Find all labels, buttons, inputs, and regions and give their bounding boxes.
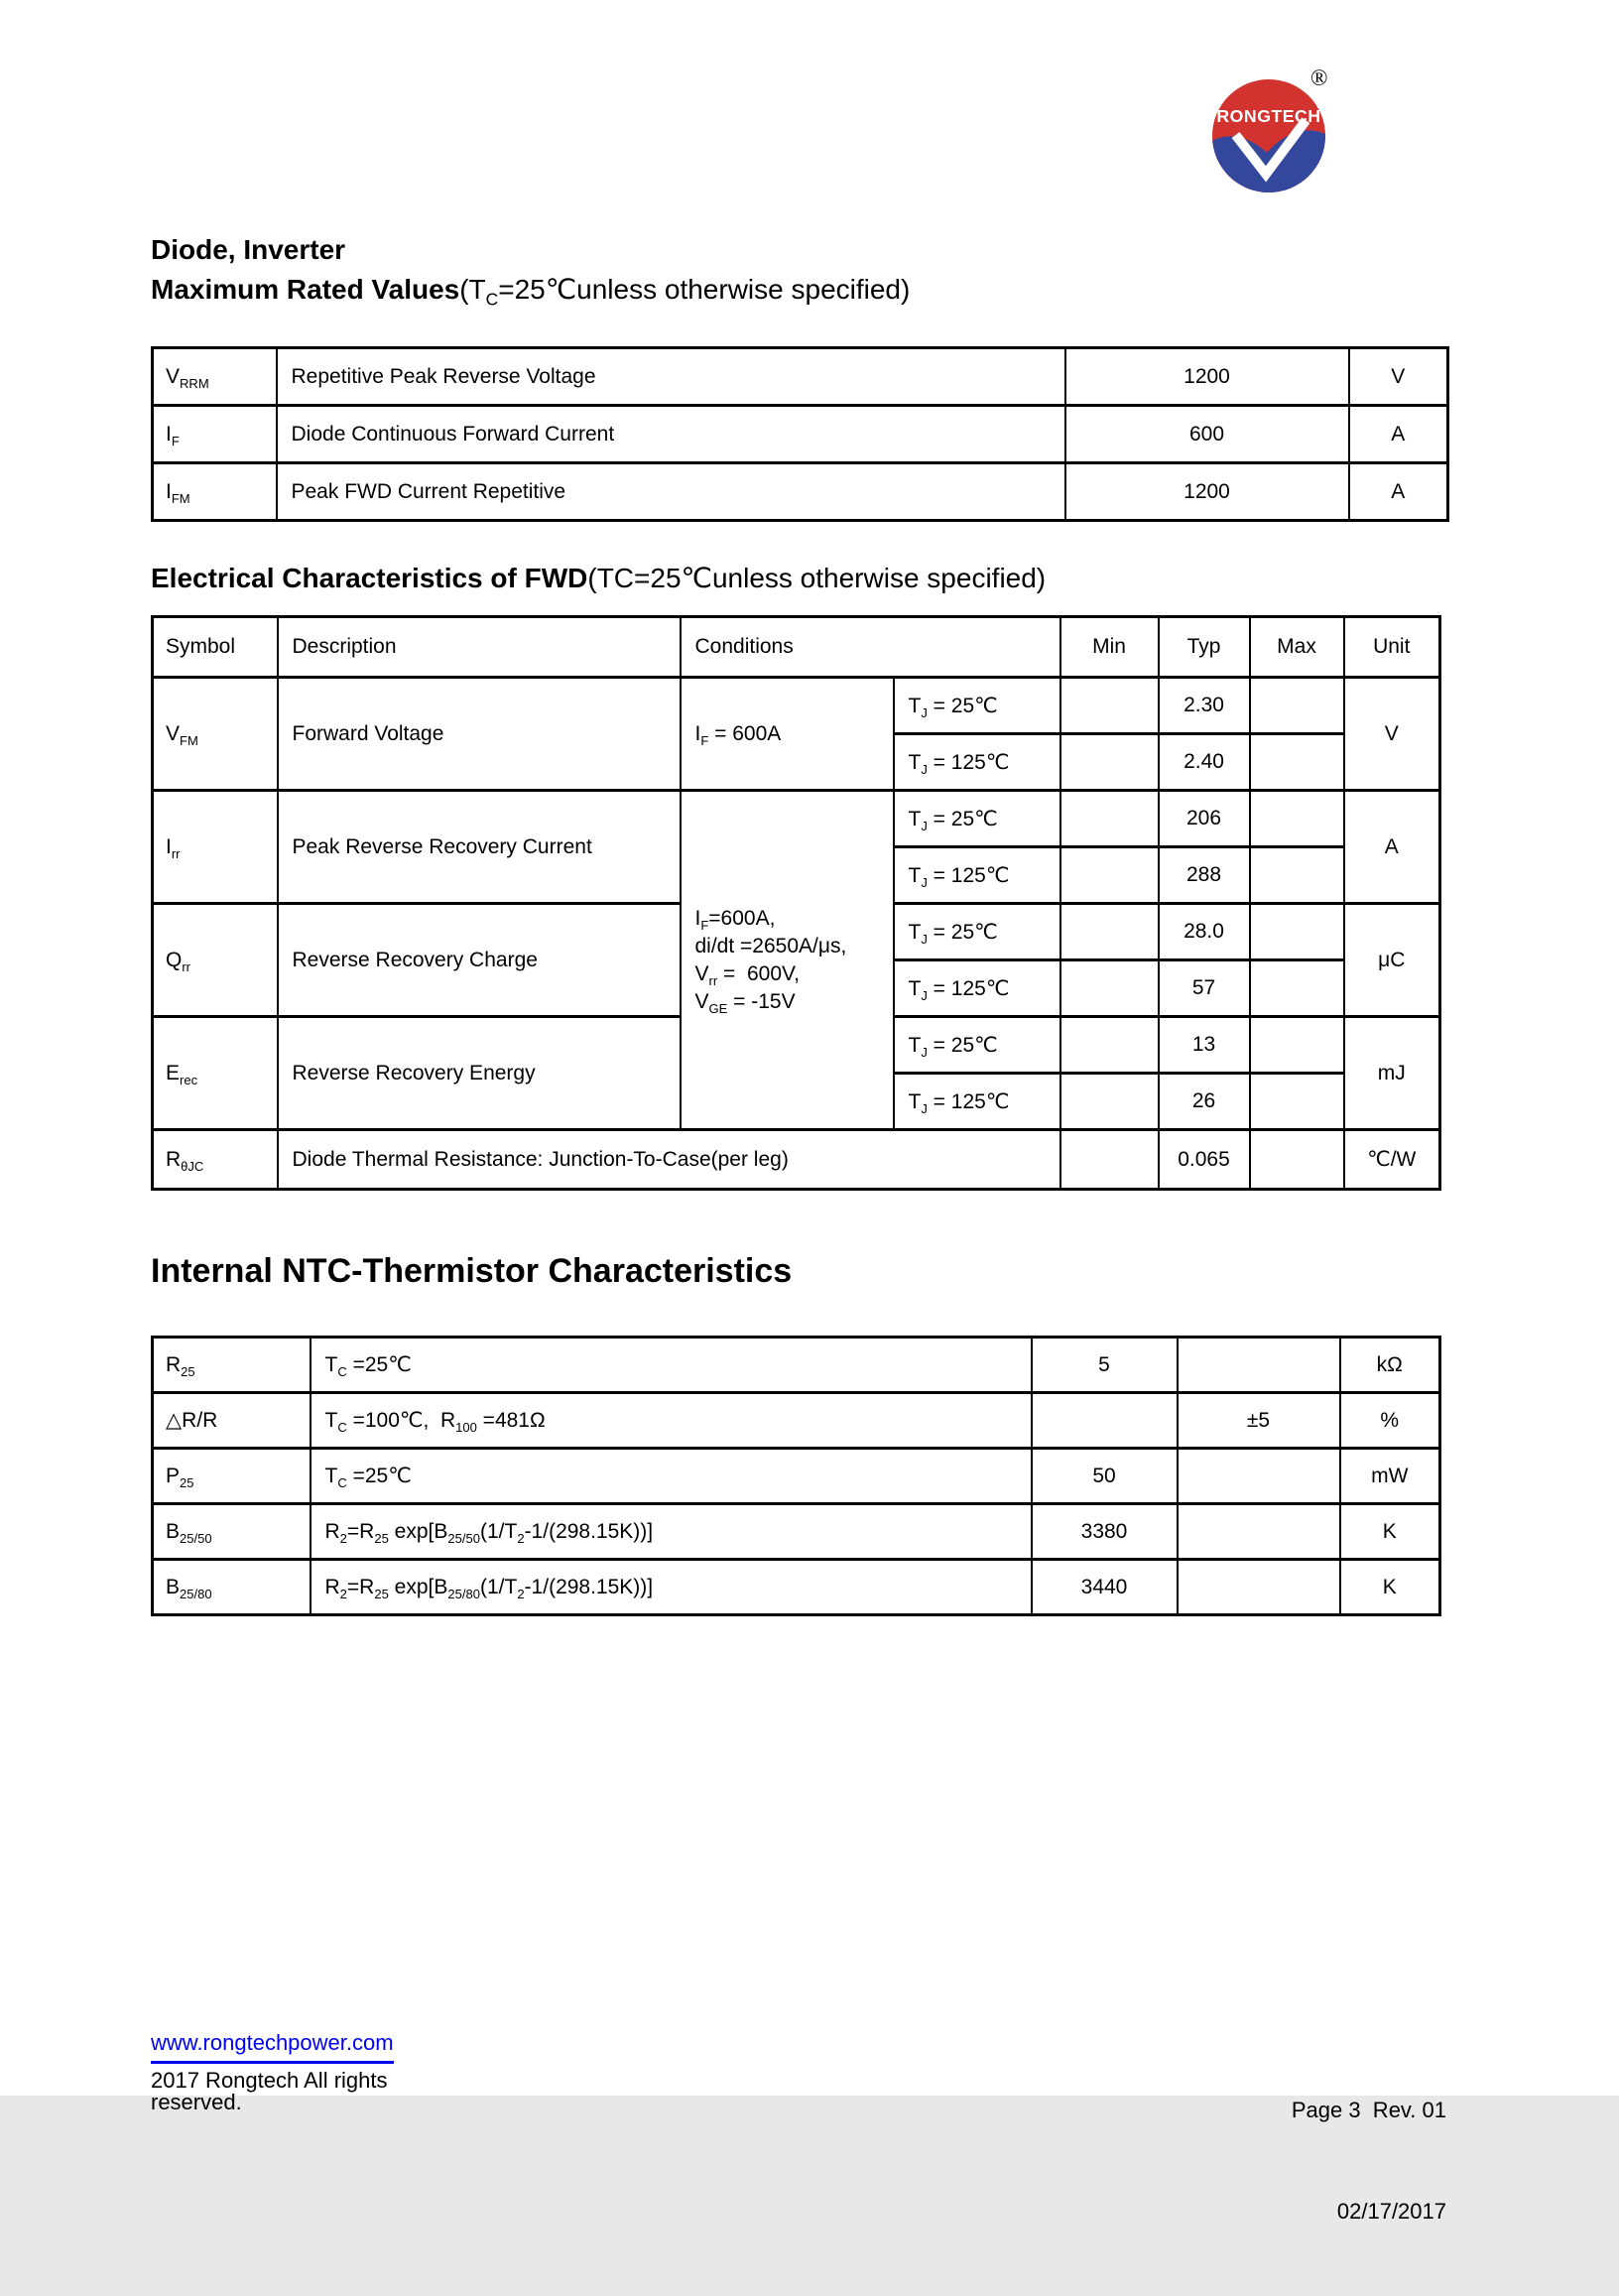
symbol-delta-r: △R/R	[153, 1393, 311, 1449]
description-cell: Reverse Recovery Energy	[278, 1017, 681, 1130]
website-link[interactable]: www.rongtechpower.com	[151, 2026, 394, 2064]
min-cell	[1060, 904, 1159, 960]
condition-tj-cell: $T_J$ = 125℃	[894, 960, 1060, 1017]
footer-left	[151, 2026, 394, 2098]
title-line-diode-inverter: Diode, Inverter	[151, 234, 346, 265]
condition-tj-cell: $T_J$ = 125℃	[894, 1074, 1060, 1130]
condition-tj-cell: $T_J$ = 25℃	[894, 904, 1060, 960]
description-cell: Peak Reverse Recovery Current	[278, 791, 681, 904]
condition-tj-cell: $T_J$ = 25℃	[894, 791, 1060, 847]
min-cell	[1060, 734, 1159, 791]
max-cell	[1250, 960, 1344, 1017]
typ-cell: 13	[1159, 1017, 1250, 1074]
header-max: Max	[1250, 617, 1344, 678]
header-conditions: Conditions	[681, 617, 1060, 678]
condition-tj-cell: $T_J$ = 125℃	[894, 847, 1060, 904]
max-cell	[1250, 1130, 1344, 1190]
table-row	[153, 791, 1440, 847]
description-cell: Peak FWD Current Repetitive	[277, 463, 1065, 521]
unit-cell: μC	[1344, 904, 1440, 1017]
value-cell: 50	[1032, 1449, 1178, 1504]
date-label: 02/17/2017	[1336, 2199, 1446, 2224]
value-cell: 1200	[1065, 463, 1349, 521]
copyright-text-clipped: reserved.	[151, 2090, 242, 2114]
typ-cell: 206	[1159, 791, 1250, 847]
condition-cell: $T_C$ =25℃	[311, 1449, 1032, 1504]
symbol-qrr: $Q_{rr}$	[153, 904, 278, 1017]
description-cell: Forward Voltage	[278, 678, 681, 791]
unit-cell: K	[1340, 1504, 1440, 1560]
section-title-maximum-rated	[151, 230, 910, 310]
typ-cell: 57	[1159, 960, 1250, 1017]
value-cell: 3380	[1032, 1504, 1178, 1560]
symbol-rthjc: $R_{\theta JC}$	[153, 1130, 278, 1190]
value-cell	[1032, 1393, 1178, 1449]
max-cell	[1250, 734, 1344, 791]
tolerance-cell	[1178, 1338, 1340, 1393]
ntc-thermistor-table	[151, 1336, 1441, 1616]
symbol-ifm: $I_{FM}$	[153, 463, 277, 521]
copyright-text: 2017 Rongtech All rights	[151, 2068, 388, 2093]
typ-cell: 26	[1159, 1074, 1250, 1130]
maximum-rated-values-table	[151, 346, 1449, 522]
description-cell: Reverse Recovery Charge	[278, 904, 681, 1017]
table-row	[153, 1393, 1440, 1449]
unit-cell: A	[1349, 463, 1448, 521]
typ-cell: 0.065	[1159, 1130, 1250, 1190]
description-cell: Diode Continuous Forward Current	[277, 406, 1065, 463]
condition-cell: $T_C$ =25℃	[311, 1338, 1032, 1393]
section-title-electrical-characteristics: Electrical Characteristics of FWD(TC=25℃unless otherwise specified)	[151, 563, 1047, 593]
typ-cell: 28.0	[1159, 904, 1250, 960]
min-cell	[1060, 960, 1159, 1017]
table-row	[153, 348, 1448, 406]
value-cell: 5	[1032, 1338, 1178, 1393]
max-cell	[1250, 678, 1344, 734]
table-row	[153, 1449, 1440, 1504]
typ-cell: 2.30	[1159, 678, 1250, 734]
symbol-b2550: $B_{25/50}$	[153, 1504, 311, 1560]
tolerance-cell	[1178, 1449, 1340, 1504]
unit-cell: mW	[1340, 1449, 1440, 1504]
tolerance-cell	[1178, 1560, 1340, 1615]
value-cell: 600	[1065, 406, 1349, 463]
unit-cell: V	[1344, 678, 1440, 791]
min-cell	[1060, 1017, 1159, 1074]
min-cell	[1060, 678, 1159, 734]
tolerance-cell	[1178, 1504, 1340, 1560]
unit-cell: A	[1349, 406, 1448, 463]
table-header-row	[153, 617, 1440, 678]
min-cell	[1060, 1074, 1159, 1130]
table-row	[153, 678, 1440, 734]
unit-cell: %	[1340, 1393, 1440, 1449]
unit-cell: K	[1340, 1560, 1440, 1615]
symbol-r25: $R_{25}$	[153, 1338, 311, 1393]
formula-cell: $R_2=R_{25}$ $\exp[B_{25/50}(1/T_2-1/(298.15K))]$	[311, 1504, 1032, 1560]
description-cell: Repetitive Peak Reverse Voltage	[277, 348, 1065, 406]
table-row	[153, 1504, 1440, 1560]
registered-trademark-icon: ®	[1310, 65, 1328, 90]
symbol-p25: $P_{25}$	[153, 1449, 311, 1504]
header-typ: Typ	[1159, 617, 1250, 678]
condition-tj-cell: $T_J$ = 25℃	[894, 678, 1060, 734]
min-cell	[1060, 847, 1159, 904]
typ-cell: 288	[1159, 847, 1250, 904]
unit-cell: kΩ	[1340, 1338, 1440, 1393]
description-cell: Diode Thermal Resistance: Junction-To-Case(per leg)	[278, 1130, 1060, 1190]
table-row	[153, 1560, 1440, 1615]
table-row	[153, 1338, 1440, 1393]
unit-cell: V	[1349, 348, 1448, 406]
symbol-if: $I_F$	[153, 406, 277, 463]
condition-cell: $I_F = 600A$	[681, 678, 894, 791]
tolerance-cell: ±5	[1178, 1393, 1340, 1449]
typ-cell: 2.40	[1159, 734, 1250, 791]
max-cell	[1250, 904, 1344, 960]
table-row	[153, 1130, 1440, 1190]
max-cell	[1250, 847, 1344, 904]
title-line-maximum-rated-values: Maximum Rated $Values(T_C=25℃unless$ otherwise specified)	[151, 274, 911, 310]
electrical-characteristics-table	[151, 615, 1441, 1191]
condition-cell: $T_C$ =100℃, $R_{100} =481\Omega$	[311, 1393, 1032, 1449]
symbol-vrrm: $V_{RRM}$	[153, 348, 277, 406]
max-cell	[1250, 791, 1344, 847]
symbol-b2580: $B_{25/80}$	[153, 1560, 311, 1615]
page-rev-label: Page 3 Rev. 01	[1291, 2098, 1446, 2122]
symbol-irr: $I_{rr}$	[153, 791, 278, 904]
table-row	[153, 406, 1448, 463]
formula-cell: $R_2=R_{25}$ $\exp[B_{25/80}(1/T_2-1/(298.15K))]$	[311, 1560, 1032, 1615]
header-description: Description	[278, 617, 681, 678]
section-title-ntc-thermistor: Internal NTC-Thermistor Characteristics	[151, 1252, 793, 1290]
max-cell	[1250, 1017, 1344, 1074]
symbol-vfm: $V_{FM}$	[153, 678, 278, 791]
value-cell: 3440	[1032, 1560, 1178, 1615]
symbol-erec: $E_{rec}$	[153, 1017, 278, 1130]
header-min: Min	[1060, 617, 1159, 678]
header-unit: Unit	[1344, 617, 1440, 678]
footer-right	[1292, 2026, 1446, 2296]
condition-tj-cell: $T_J$ = 25℃	[894, 1017, 1060, 1074]
shared-condition-cell: $I_F=600A$, di/dt =2650A/μs, $V_{rr} = 600V$, $V_{GE} = -15V$	[681, 791, 894, 1130]
rongtech-logo	[1210, 77, 1327, 194]
condition-tj-cell: $T_J$ = 125℃	[894, 734, 1060, 791]
unit-cell: mJ	[1344, 1017, 1440, 1130]
table-row	[153, 463, 1448, 521]
unit-cell: A	[1344, 791, 1440, 904]
min-cell	[1060, 1130, 1159, 1190]
value-cell: 1200	[1065, 348, 1349, 406]
logo-brand-text: RONGTECH	[1216, 106, 1321, 127]
max-cell	[1250, 1074, 1344, 1130]
header-symbol: Symbol	[153, 617, 278, 678]
unit-cell: ℃/W	[1344, 1130, 1440, 1190]
min-cell	[1060, 791, 1159, 847]
